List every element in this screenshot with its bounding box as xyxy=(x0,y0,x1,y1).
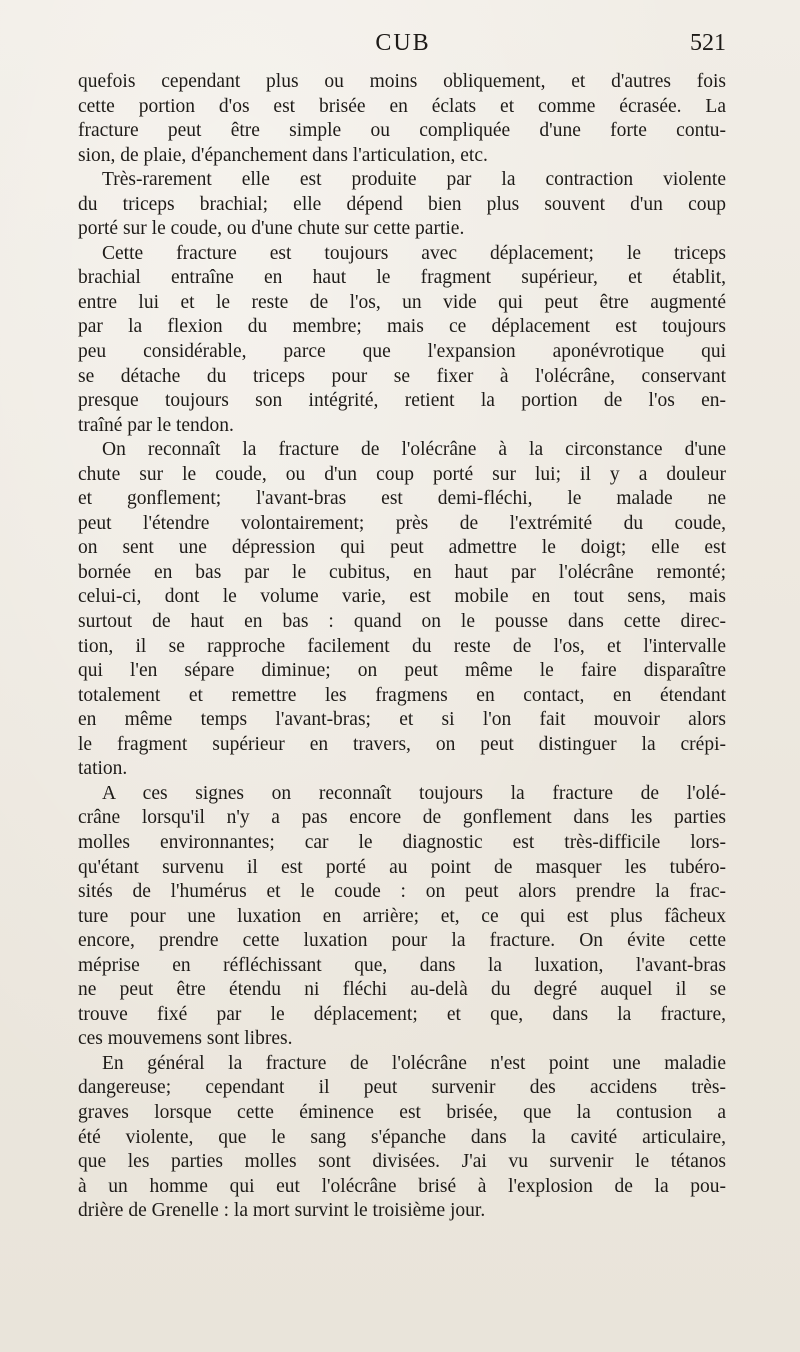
paragraph xyxy=(78,242,726,438)
text-line: ne peut être étendu ni fléchi au-delà du degré auquel il se xyxy=(78,979,726,1001)
text-line: en même temps l'avant-bras; et si l'on fait mouvoir alors xyxy=(78,709,726,731)
text-line: tion, il se rapproche facilement du reste de l'os, et l'intervalle xyxy=(78,635,726,657)
text-line: qui l'en sépare diminue; on peut même le faire disparaître xyxy=(78,660,726,682)
text-line: On reconnaît la fracture de l'olécrâne à la circonstance d'une xyxy=(102,439,726,461)
text-line: brachial entraîne en haut le fragment supérieur, et établit, xyxy=(78,267,726,289)
page-header xyxy=(80,30,726,66)
text-line: surtout de haut en bas : quand on le pousse dans cette direc- xyxy=(78,611,726,633)
text-line: molles environnantes; car le diagnostic est très-difficile lors- xyxy=(78,831,726,853)
text-line: peut l'étendre volontairement; près de l'extrémité du coude, xyxy=(78,512,726,534)
text-line: qu'étant survenu il est porté au point de masquer les tubéro- xyxy=(78,856,726,878)
text-line: le fragment supérieur en travers, on peut distinguer la crépi- xyxy=(78,733,726,755)
text-line: et gonflement; l'avant-bras est demi-fléchi, le malade ne xyxy=(78,488,726,510)
text-line: bornée en bas par le cubitus, en haut par l'olécrâne remonté; xyxy=(78,561,726,583)
text-line: chute sur le coude, ou d'un coup porté sur lui; il y a douleur xyxy=(78,463,726,485)
paragraph xyxy=(78,1052,726,1224)
paragraph xyxy=(78,782,726,1052)
text-line: trouve fixé par le déplacement; et que, dans la fracture, xyxy=(78,1003,726,1025)
text-line: cette portion d'os est brisée en éclats et comme écrasée. La xyxy=(78,95,726,117)
text-line: fracture peut être simple ou compliquée d'une forte contu- xyxy=(78,120,726,142)
text-line: Cette fracture est toujours avec déplacement; le triceps xyxy=(102,242,726,264)
paragraph xyxy=(78,168,726,242)
text-line: que les parties molles sont divisées. J'ai vu survenir le tétanos xyxy=(78,1151,726,1173)
text-line: ces mouvemens sont libres. xyxy=(78,1028,293,1050)
text-line: En général la fracture de l'olécrâne n'est point une maladie xyxy=(102,1052,726,1074)
text-line: drière de Grenelle : la mort survint le troisième jour. xyxy=(78,1200,486,1222)
page-number: 521 xyxy=(690,30,726,56)
text-line: dangereuse; cependant il peut survenir des accidens très- xyxy=(78,1077,726,1099)
text-line: Très-rarement elle est produite par la contraction violente xyxy=(102,169,726,191)
text-line: totalement et remettre les fragmens en contact, en étendant xyxy=(78,684,726,706)
running-head: CUB xyxy=(375,30,431,56)
text-line: quefois cependant plus ou moins obliquement, et d'autres fois xyxy=(78,71,726,92)
body-text xyxy=(78,70,726,1224)
text-line: sion, de plaie, d'épanchement dans l'articulation, etc. xyxy=(78,144,488,166)
text-line: par la flexion du membre; mais ce déplacement est toujours xyxy=(78,316,726,338)
text-line: du triceps brachial; elle dépend bien plus souvent d'un coup xyxy=(78,193,726,215)
text-line: graves lorsque cette éminence est brisée, que la contusion a xyxy=(78,1101,726,1123)
text-line: sités de l'humérus et le coude : on peut alors prendre la frac- xyxy=(78,881,726,903)
paragraph xyxy=(78,70,726,168)
text-line: peu considérable, parce que l'expansion aponévrotique qui xyxy=(78,341,726,363)
text-line: été violente, que le sang s'épanche dans la cavité articulaire, xyxy=(78,1126,726,1148)
text-line: porté sur le coude, ou d'une chute sur cette partie. xyxy=(78,218,465,240)
text-line: on sent une dépression qui peut admettre le doigt; elle est xyxy=(78,537,726,559)
text-line: tation. xyxy=(78,758,128,780)
paragraph xyxy=(78,438,726,782)
text-line: A ces signes on reconnaît toujours la fracture de l'olé- xyxy=(102,782,726,804)
text-line: crâne lorsqu'il n'y a pas encore de gonflement dans les parties xyxy=(78,807,726,829)
text-line: à un homme qui eut l'olécrâne brisé à l'explosion de la pou- xyxy=(78,1175,726,1197)
text-line: celui-ci, dont le volume varie, est mobile en tout sens, mais xyxy=(78,586,726,608)
text-line: méprise en réfléchissant que, dans la luxation, l'avant-bras xyxy=(78,954,726,976)
text-line: encore, prendre cette luxation pour la fracture. On évite cette xyxy=(78,930,726,952)
text-line: se détache du triceps pour se fixer à l'olécrâne, conservant xyxy=(78,365,726,387)
text-line: traîné par le tendon. xyxy=(78,414,234,436)
text-line: presque toujours son intégrité, retient la portion de l'os en- xyxy=(78,390,726,412)
text-line: entre lui et le reste de l'os, un vide qui peut être augmenté xyxy=(78,291,726,313)
text-line: ture pour une luxation en arrière; et, ce qui est plus fâcheux xyxy=(78,905,726,927)
